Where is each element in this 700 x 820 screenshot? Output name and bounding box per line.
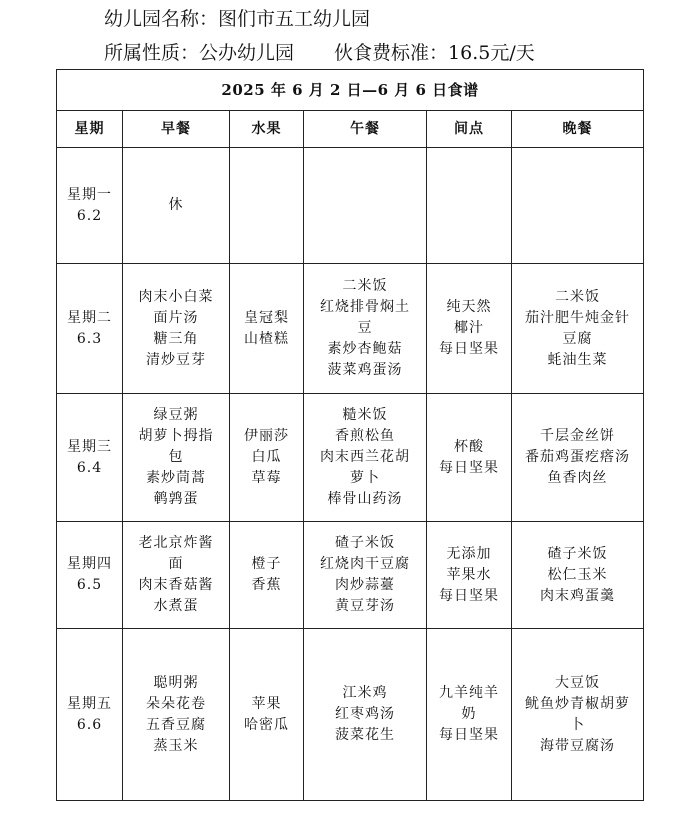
table-row [57,522,644,629]
cell-text-line: 星期五 [67,695,112,712]
col-header-day: 星期 [57,111,123,148]
col-header-dinner: 晚餐 [512,111,644,148]
day-cell [57,394,123,522]
cell-text-line: 星期三 [67,438,112,455]
cell-text-line: 番茄鸡蛋疙瘩汤 [525,449,631,465]
cell-text-line: 聪明粥 [153,674,199,691]
breakfast-cell [123,264,230,394]
cell-text-line: 6.4 [76,459,103,476]
nature-fee-line [104,41,535,65]
cell-text-line: 红烧排骨焖土 [320,299,410,315]
cell-text-line: 星期二 [67,309,112,326]
cell-text-line: 千层金丝饼 [540,428,616,444]
dinner-cell [512,522,644,629]
col-header-breakfast: 早餐 [123,111,230,148]
snack-cell [427,629,512,801]
cell-text-line: 红枣鸡汤 [335,706,395,722]
cell-text-line: 二米饭 [555,288,601,305]
cell-text-line: 碴子米饭 [335,535,395,551]
cell-text-line: 二米饭 [342,278,388,294]
dinner-cell [512,629,644,801]
cell-text-line: 每日坚果 [439,459,499,476]
cell-text-line: 皇冠梨 [244,309,289,326]
cell-text-line: 6.2 [76,207,103,224]
cell-text-line: 水煮蛋 [153,598,199,614]
cell-text-line: 香煎松鱼 [335,428,395,444]
cell-text-line: 面片汤 [153,309,199,326]
cell-text-line: 肉末小白菜 [138,288,214,305]
fee-value: 16.5元/天 [448,42,535,64]
cell-text-line: 面 [168,556,184,572]
cell-text-line: 五香豆腐 [146,716,206,733]
cell-text-line: 素炒杏鲍菇 [327,341,403,357]
cell-text-line: 肉炒蒜薹 [335,577,395,593]
cell-text-line: 6.3 [76,330,103,347]
cell-text-line: 萝卜 [350,470,380,486]
lunch-cell [304,264,427,394]
col-header-lunch: 午餐 [304,111,427,148]
cell-text-line: 茄汁肥牛炖金针 [525,309,631,326]
cell-text-line: 星期四 [67,556,112,572]
cell-text-line: 无添加 [446,545,492,562]
fruit-cell [230,394,304,522]
cell-text-line: 白瓜 [251,449,282,465]
snack-cell [427,394,512,522]
cell-text-line: 蒸玉米 [153,737,199,754]
cell-text-line: 肉末香菇酱 [138,577,214,593]
fruit-cell [230,629,304,801]
lunch-cell [304,629,427,801]
cell-text-line: 素炒茼蒿 [146,470,206,486]
fruit-cell [230,522,304,629]
kindergarten-name-line [104,7,370,31]
cell-text-line: 黄豆芽汤 [335,598,395,614]
lunch-cell [304,148,427,264]
cell-text-line: 卜 [570,716,586,733]
dinner-cell [512,148,644,264]
day-cell [57,522,123,629]
menu-table [56,69,644,801]
col-header-fruit: 水果 [230,111,304,148]
cell-text-line: 橙子 [251,556,282,572]
cell-text-line: 豆 [357,320,373,336]
cell-text-line: 朵朵花卷 [146,695,206,712]
cell-text-line: 老北京炸酱 [138,535,214,551]
cell-text-line: 红烧肉干豆腐 [320,556,410,572]
cell-text-line: 包 [168,449,184,465]
cell-text-line: 山楂糕 [244,330,289,347]
cell-text-line: 伊丽莎 [244,428,289,444]
day-cell [57,264,123,394]
table-row [57,394,644,522]
cell-text-line: 蚝油生菜 [547,351,608,368]
cell-text-line: 松仁玉米 [547,566,608,583]
cell-text-line: 每日坚果 [439,727,499,743]
kindergarten-label: 幼儿园名称： [104,8,219,30]
cell-text-line: 肉末鸡蛋羹 [540,587,616,604]
cell-text-line: 休 [168,197,184,213]
cell-text-line: 苹果 [251,695,282,712]
fruit-cell [230,264,304,394]
cell-text-line: 草莓 [251,470,282,486]
cell-text-line: 奶 [461,706,477,722]
snack-cell [427,148,512,264]
cell-text-line: 星期一 [67,186,112,203]
nature-value: 公办幼儿园 [199,42,295,64]
column-header-row [57,111,644,148]
cell-text-line: 海带豆腐汤 [540,737,616,754]
breakfast-cell [123,394,230,522]
fruit-cell [230,148,304,264]
cell-text-line: 糖三角 [153,330,199,347]
breakfast-cell [123,148,230,264]
cell-text-line: 江米鸡 [342,685,388,701]
cell-text-line: 哈密瓜 [244,716,289,733]
cell-text-line: 九羊纯羊 [439,685,499,701]
col-header-snack: 间点 [427,111,512,148]
cell-text-line: 大豆饭 [555,674,601,691]
fee-label: 伙食费标准： [334,42,449,64]
cell-text-line: 杯酸 [454,438,484,455]
cell-text-line: 菠菜花生 [335,727,395,743]
cell-text-line: 绿豆粥 [153,407,199,423]
cell-text-line: 鱿鱼炒青椒胡萝 [525,695,631,712]
table-row [57,148,644,264]
cell-text-line: 胡萝卜拇指 [138,428,214,444]
cell-text-line: 肉末西兰花胡 [320,449,410,465]
day-cell [57,148,123,264]
kindergarten-name: 图们市五工幼儿园 [218,8,371,30]
breakfast-cell [123,629,230,801]
lunch-cell [304,394,427,522]
table-row [57,264,644,394]
table-row [57,629,644,801]
cell-text-line: 纯天然 [446,299,492,315]
cell-text-line: 豆腐 [562,330,593,347]
dinner-cell [512,264,644,394]
nature-label: 所属性质： [104,42,200,64]
snack-cell [427,522,512,629]
cell-text-line: 椰汁 [454,320,484,336]
cell-text-line: 糙米饭 [342,407,388,423]
cell-text-line: 棒骨山药汤 [327,491,403,507]
cell-text-line: 香蕉 [251,577,282,593]
cell-text-line: 碴子米饭 [547,545,608,562]
cell-text-line: 菠菜鸡蛋汤 [327,362,403,378]
lunch-cell [304,522,427,629]
cell-text-line: 6.6 [76,716,103,733]
breakfast-cell [123,522,230,629]
cell-text-line: 每日坚果 [439,341,499,357]
menu-title: 2025 年 6 月 2 日—6 月 6 日食谱 [57,70,644,111]
dinner-cell [512,394,644,522]
cell-text-line: 每日坚果 [439,587,499,604]
cell-text-line: 鱼香肉丝 [547,470,608,486]
cell-text-line: 6.5 [76,577,103,593]
cell-text-line: 苹果水 [446,566,492,583]
day-cell [57,629,123,801]
cell-text-line: 鹌鹑蛋 [153,491,199,507]
cell-text-line: 清炒豆芽 [146,351,206,368]
snack-cell [427,264,512,394]
